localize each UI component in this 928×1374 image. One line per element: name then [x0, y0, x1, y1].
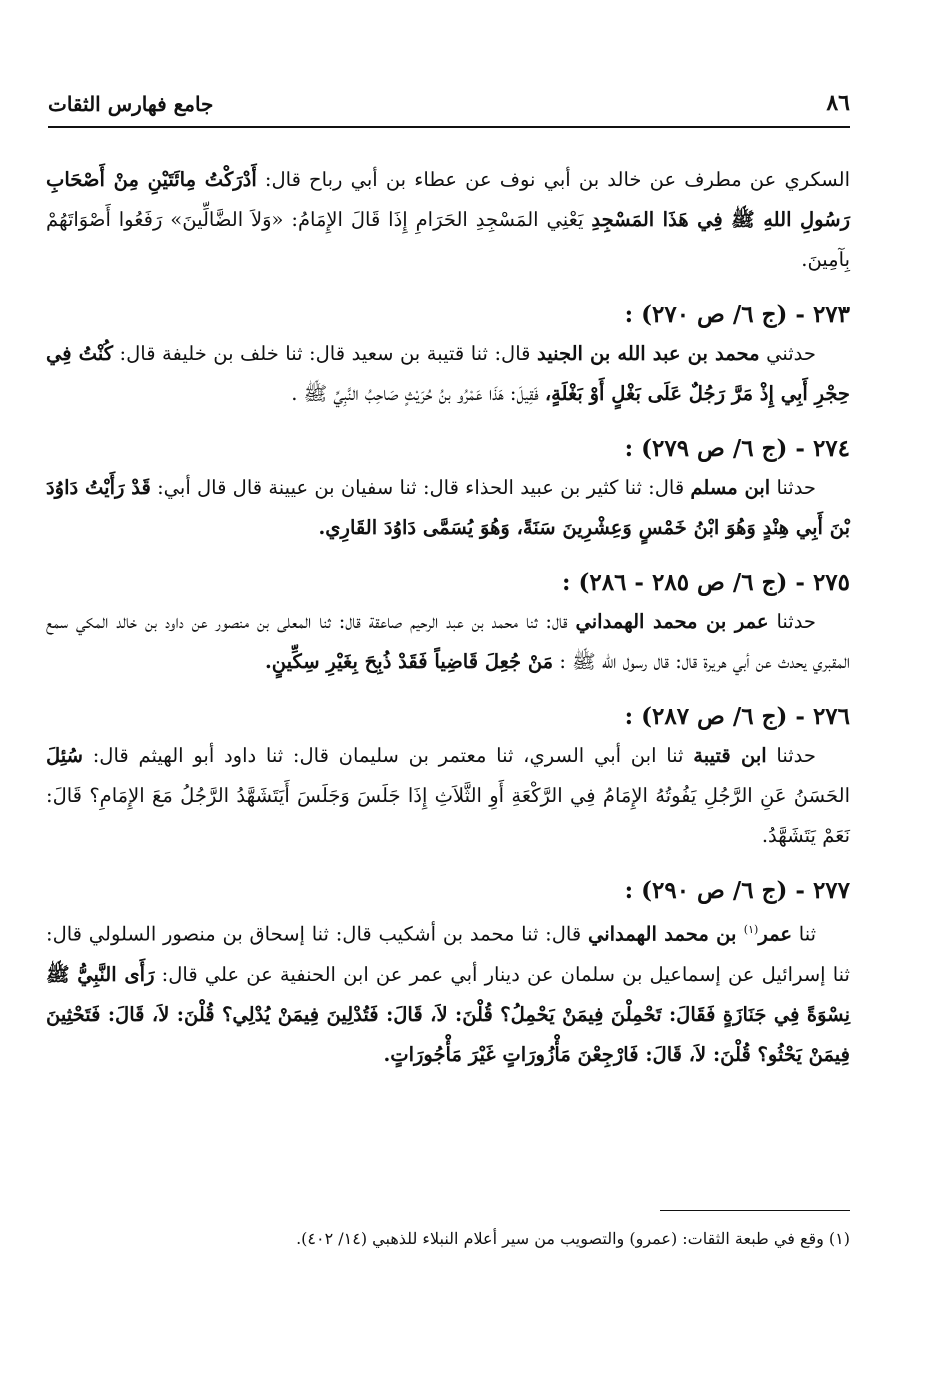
narrator-name: عمر	[758, 922, 792, 946]
entry-heading-276: ٢٧٦ - (ج ٦/ ص ٢٨٧) :	[624, 703, 850, 730]
intro-quote: أَدْرَكْتُ مِائَتَيْنِ مِنْ أَصْحَابِ رَسُولِ اللهِ ﷺ فِي هَذَا المَسْجِدِ	[46, 168, 850, 231]
intro-rest: يَعْنِي المَسْجِدِ الحَرَامِ إِذَا قَالَ الإِمَامُ: «وَلاَ الضَّالِّينَ» رَفَعُوا أَصْوَاتَهُمْ بِآمِينَ.	[46, 208, 850, 271]
running-title: جامع فهارس الثقات	[48, 92, 214, 116]
entry-prefix: ثنا	[791, 922, 817, 946]
footnote-reference: (١)	[743, 923, 759, 936]
entry-heading-277: ٢٧٧ - (ج ٦/ ص ٢٩٠) :	[624, 877, 850, 904]
entry-text-273	[46, 334, 850, 414]
matn-quote: سُئِلَ	[46, 744, 83, 767]
entry-text-274	[46, 468, 850, 548]
narrator-name: محمد بن عبد الله بن الجنيد	[536, 342, 760, 365]
page-number: ٨٦	[826, 90, 850, 116]
entry-prefix: حدثني	[759, 342, 816, 365]
intro-text: السكري عن مطرف عن خالد بن أبي نوف عن عطاء بن أبي رباح قال:	[256, 168, 850, 191]
page-body	[46, 160, 850, 1075]
narrator-name: ابن قتيبة	[693, 744, 767, 767]
page-header	[48, 86, 850, 128]
entry-prefix: حدثنا	[766, 744, 816, 767]
matn-quote: قَدْ رَأَيْتُ دَاوُدَ بْنَ أَبِي هِنْدٍ وَهُوَ ابْنُ خَمْسٍ وَعِشْرِينَ سَنَةً، وَهُوَ يُسَمَّى دَاوُدَ القَارِي.	[46, 476, 850, 539]
entry-prefix: حدثنا	[768, 610, 816, 633]
isnad-text: ثنا ابن أبي السري، ثنا معتمر بن سليمان قال: ثنا داود أبو الهيثم قال:	[83, 744, 694, 767]
matn-quote: مَنْ جُعِلَ قَاضِياً فَقَدْ ذُبِحَ بِغَيْرِ سِكِّينٍ.	[265, 650, 554, 673]
narrator-name: عمر بن محمد الهمداني	[575, 610, 769, 633]
entry-prefix: حدثنا	[770, 476, 816, 499]
footnote: (١) وقع في طبعة الثقات: (عمرو) والتصويب من سير أعلام النبلاء للذهبي (١٤/ ٤٠٢).	[296, 1229, 850, 1248]
isnad-text: قال: ثنا محمد بن عبد الرحيم صاعقة قال: ثنا المعلى بن منصور عن داود بن خالد المكي سمع المقبري يحدث عن أبي هريرة قال: قال رسول الله ﷺ :	[46, 610, 850, 673]
matn-tail: الحَسَنُ عَنِ الرَّجُلِ يَفُوتُهُ الإِمَامُ فِي الرَّكْعَةِ أَوِ الثَّلاَثِ إِذَا جَلَسَ وَجَلَسَ أَيَتَشَهَّدُ الرَّجُلُ مَعَ الإِمَامِ؟ قَالَ: نَعَمْ يَتَشَهَّدُ.	[46, 784, 850, 847]
entry-heading-274: ٢٧٤ - (ج ٦/ ص ٢٧٩) :	[624, 435, 850, 462]
entry-text-275	[46, 602, 850, 682]
isnad-text: قال: ثنا كثير بن عبيد الحذاء قال: ثنا سفيان بن عيينة قال قال أبي:	[150, 476, 691, 499]
matn-quote: رَأَى النَّبِيُّ ﷺ نِسْوَةً فِي جَنَازَةٍ فَقَالَ: تَحْمِلْنَ فِيمَنْ يَحْمِلُ؟ قُلْنَ: لاَ، قَالَ: فَتُدْلِينَ فِيمَنْ يُدْلِي؟ قُلْنَ: لاَ، قَالَ: فَتَحْثِينَ فِيمَنْ يَحْثُو؟ قُلْنَ: لاَ، قَالَ: فَارْجِعْنَ مَأْزُورَاتٍ غَيْرَ مَأْجُورَاتٍ.	[46, 962, 850, 1066]
narrator-name-cont: بن محمد الهمداني	[587, 922, 744, 946]
matn-tail: فَقِيلَ: هَذَا عَمْرُو بنُ حُرَيْثٍ صَاحِبُ النَّبِيِّ ﷺ .	[291, 382, 545, 405]
entry-text-277	[46, 910, 850, 1075]
entry-heading-275: ٢٧٥ - (ج ٦/ ص ٢٨٥ - ٢٨٦) :	[561, 569, 850, 596]
matn-quote: كُنْتُ فِي حِجْرِ أَبِي إِذْ مَرَّ رَجُلٌ عَلَى بَغْلٍ أَوْ بَغْلَةٍ،	[46, 342, 850, 405]
intro-paragraph	[46, 160, 850, 280]
footnote-divider	[660, 1210, 850, 1211]
entry-heading-273: ٢٧٣ - (ج ٦/ ص ٢٧٠) :	[624, 301, 850, 328]
narrator-name: ابن مسلم	[690, 476, 771, 499]
isnad-text: قال: ثنا محمد بن أشكيب قال: ثنا إسحاق بن منصور السلولي قال: ثنا إسرائيل عن إسماعيل بن سلمان عن دينار أبي عمر عن ابن الحنفية عن علي قال:	[46, 922, 850, 986]
entry-text-276	[46, 736, 850, 856]
isnad-text: قال: ثنا قتيبة بن سعيد قال: ثنا خلف بن خليفة قال:	[113, 342, 537, 365]
